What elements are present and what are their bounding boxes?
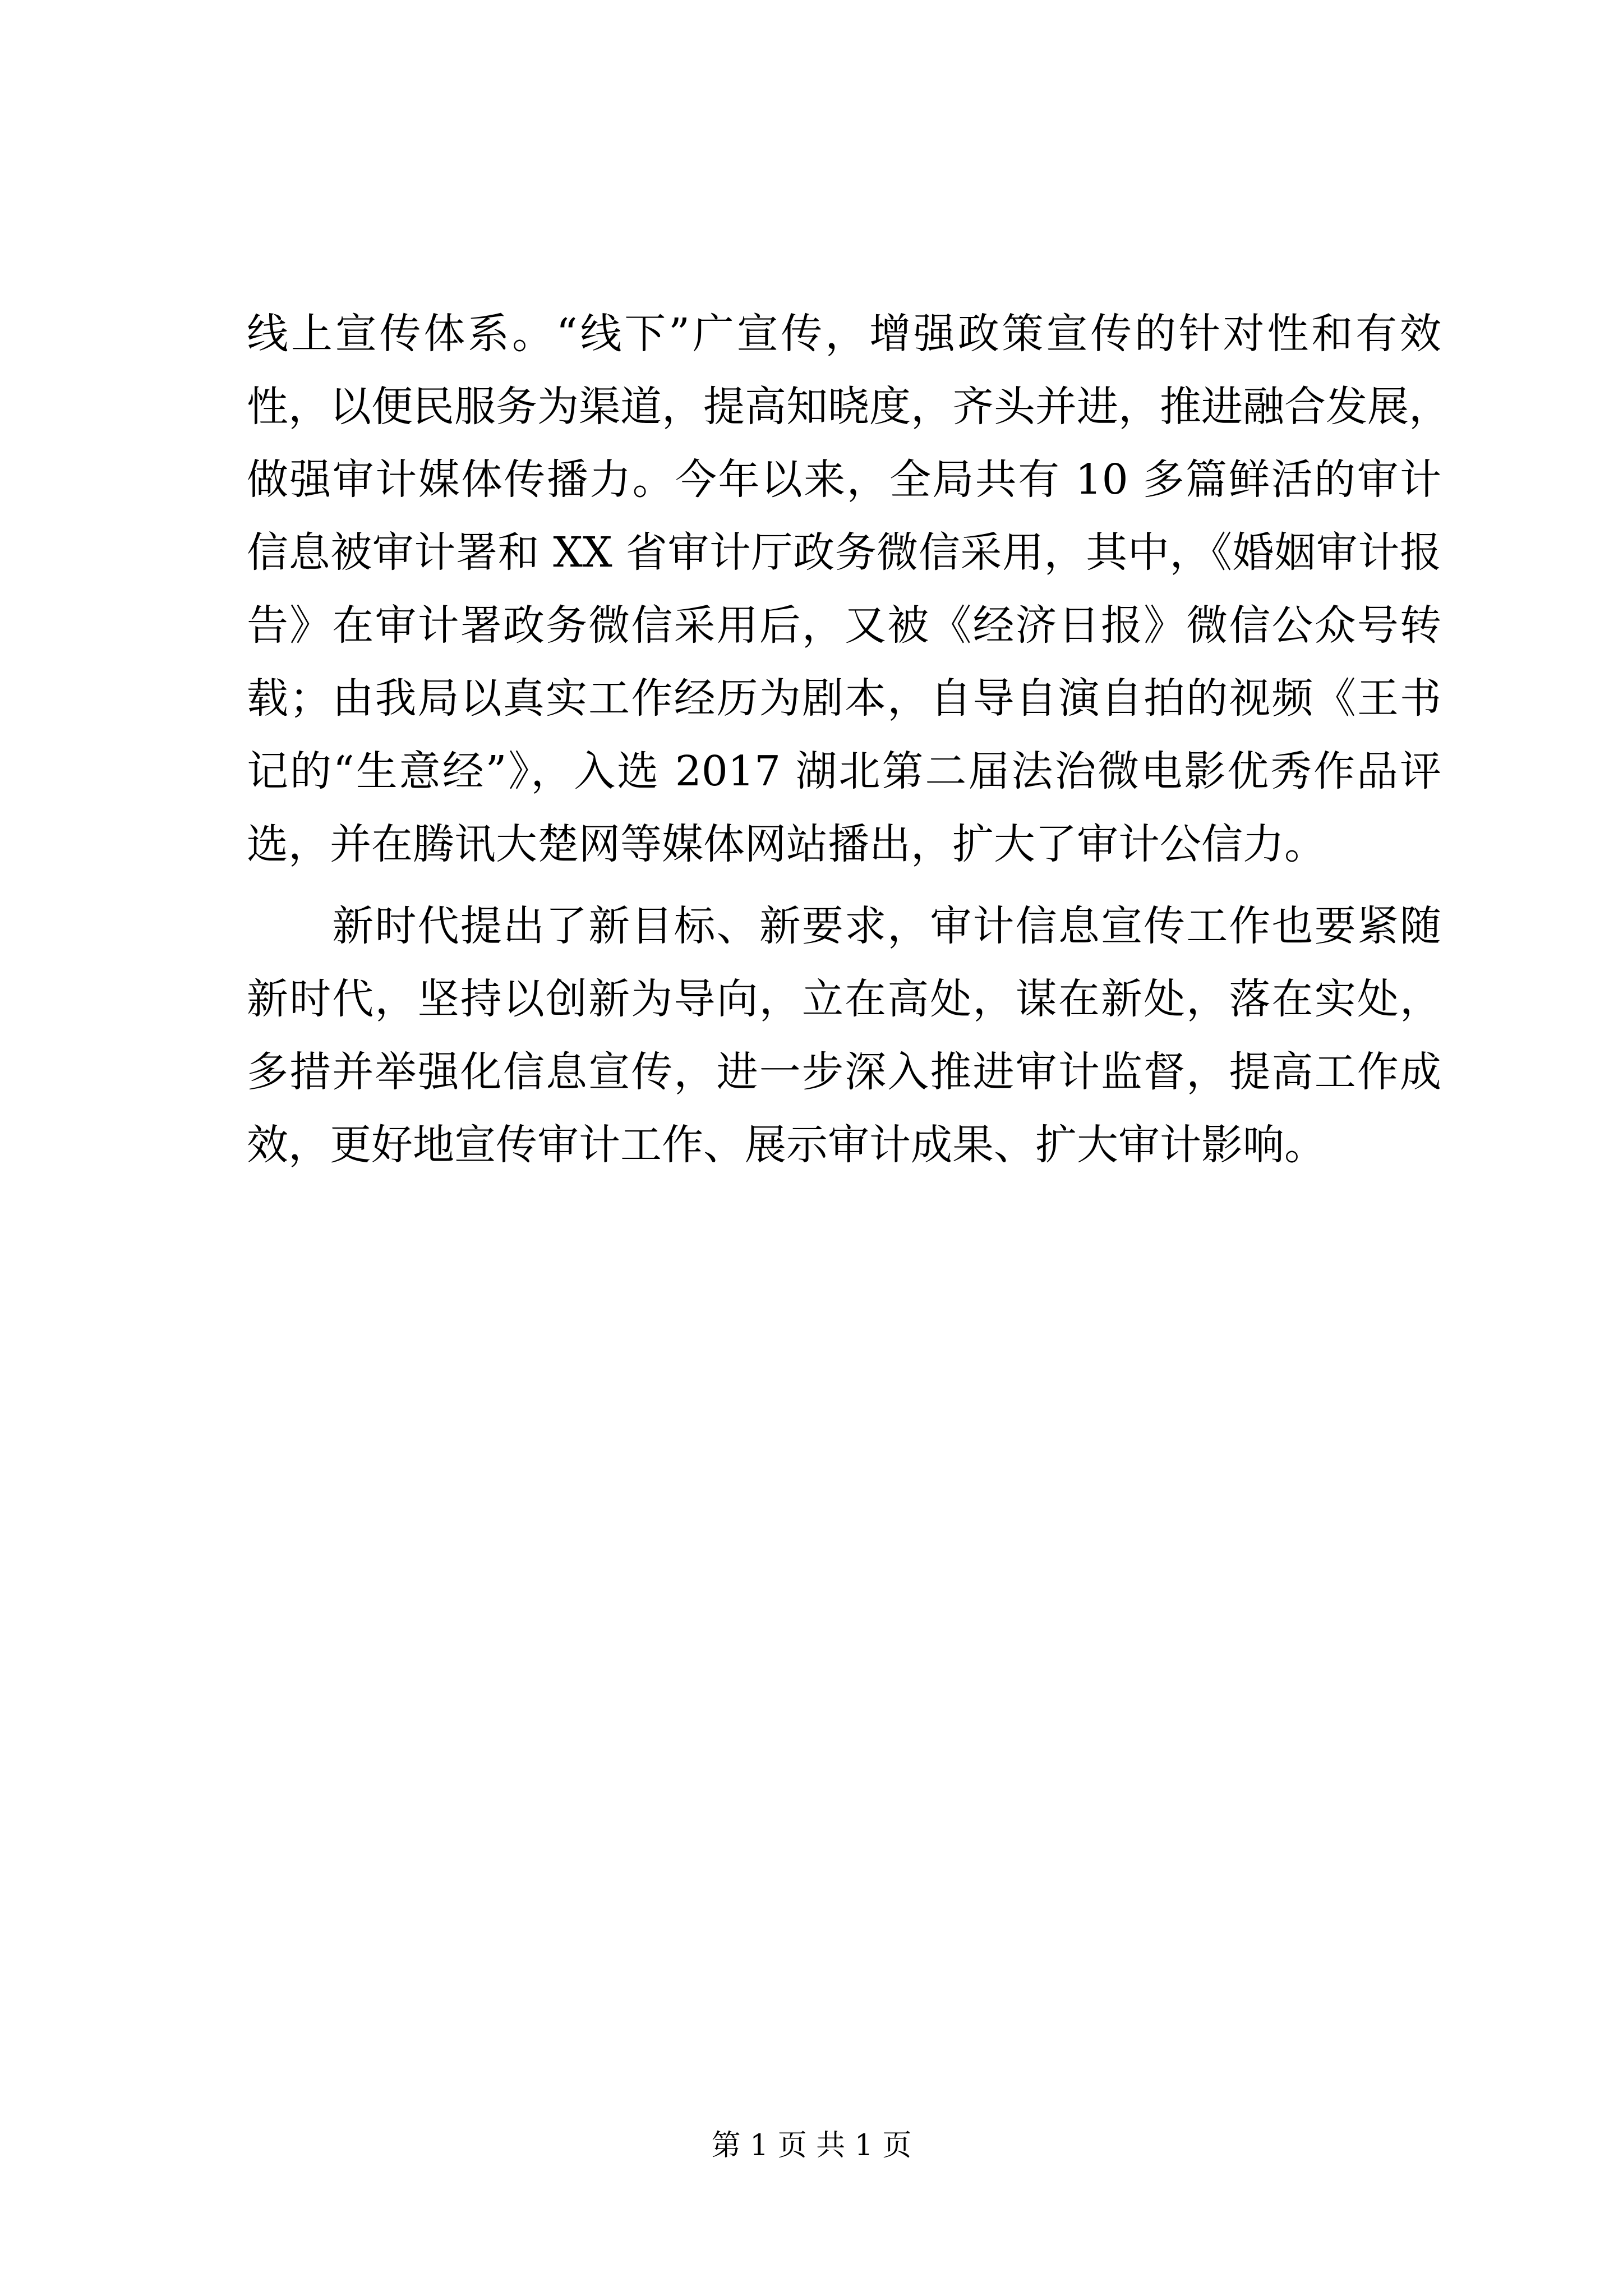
text-line: 做强审计媒体传播力。今年以来，全局共有 10 多篇鲜活的审计 <box>247 455 1441 504</box>
document-body <box>247 297 1450 1181</box>
text-line: 新时代提出了新目标、新要求，审计信息宣传工作也要紧随 <box>247 902 1441 950</box>
text-line: 多措并举强化信息宣传，进一步深入推进审计监督，提高工作成 <box>247 1048 1441 1096</box>
text-line: 记的“生意经”》，入选 2017 湖北第二届法治微电影优秀作品评 <box>247 747 1441 795</box>
text-line: 性，以便民服务为渠道，提高知晓度，齐头并进，推进融合发展， <box>247 383 1450 431</box>
text-line: 载；由我局以真实工作经历为剧本，自导自演自拍的视频《王书 <box>247 674 1441 723</box>
paragraph-1 <box>247 297 1450 881</box>
text-line: 线上宣传体系。“线下”广宣传，增强政策宣传的针对性和有效 <box>247 310 1441 358</box>
text-line: 告》在审计署政务微信采用后，又被《经济日报》微信公众号转 <box>247 601 1441 650</box>
paragraph-2 <box>247 890 1441 1181</box>
text-line: 选，并在腾讯大楚网等媒体网站播出，扩大了审计公信力。 <box>247 820 1326 868</box>
text-line: 信息被审计署和 XX 省审计厅政务微信采用，其中，《婚姻审计报 <box>247 528 1441 577</box>
text-line: 效，更好地宣传审计工作、展示审计成果、扩大审计影响。 <box>247 1121 1326 1169</box>
paragraph-spacer <box>247 881 1441 890</box>
page-footer <box>0 2126 1623 2165</box>
page-number-label: 第 1 页 共 1 页 <box>711 2129 912 2162</box>
text-line: 新时代，坚持以创新为导向，立在高处，谋在新处，落在实处， <box>247 975 1441 1023</box>
